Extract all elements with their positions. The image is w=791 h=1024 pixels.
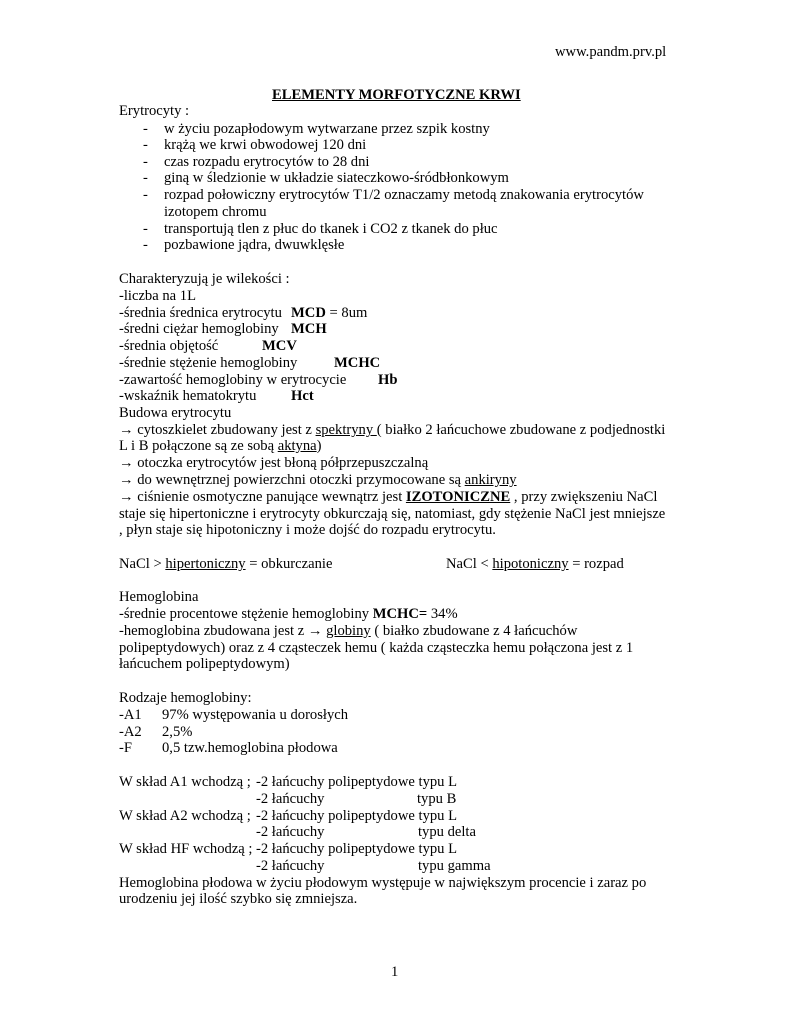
header-url: www.pandm.prv.pl xyxy=(555,44,667,60)
structure-line-4: → do wewnętrznej powierzchni otoczki przymocowane są ankiryny xyxy=(119,472,517,488)
composition-a1: W skład A1 wchodzą ; xyxy=(119,774,251,790)
composition-type: typu delta xyxy=(418,824,476,840)
hemoglobin-heading: Hemoglobina xyxy=(119,589,199,605)
type-desc: 0,5 tzw.hemoglobina płodowa xyxy=(162,740,338,756)
structure-line-7: , płyn staje się hipotoniczny i może dojść do rozpadu erytrocytu. xyxy=(119,522,496,538)
page-number: 1 xyxy=(391,964,399,980)
arrow-icon: → xyxy=(119,455,134,471)
structure-line-1: → cytoszkielet zbudowany jest z spektryny ( białko 2 łańcuchowe zbudowane z podjednostki xyxy=(119,422,666,438)
hemoglobin-line-2: -hemoglobina zbudowana jest z → globiny ( białko zbudowane z 4 łańcuchów xyxy=(119,623,578,639)
structure-heading: Budowa erytrocytu xyxy=(119,405,232,421)
erythrocytes-heading: Erytrocyty : xyxy=(119,103,190,119)
composition-a2: W skład A2 wchodzą ; xyxy=(119,808,251,824)
type-desc: 97% występowania u dorosłych xyxy=(162,707,349,723)
types-heading: Rodzaje hemoglobiny: xyxy=(119,690,252,706)
structure-line-3: → otoczka erytrocytów jest błoną półprzepuszczalną xyxy=(119,455,429,471)
param-mch-abbr: MCH xyxy=(291,321,327,337)
arrow-icon: → xyxy=(307,623,323,639)
composition-type: typu B xyxy=(417,791,457,807)
composition-chain: -2 łańcuchy xyxy=(256,791,325,807)
param-mchc-label: -średnie stężenie hemoglobiny xyxy=(119,355,298,371)
composition-chain-pp: -2 łańcuchy polipeptydowe typu L xyxy=(256,774,458,790)
param-hct-label: -wskaźnik hematokrytu xyxy=(119,388,257,404)
fetal-line-2: urodzeniu jej ilość szybko się zmniejsza. xyxy=(119,891,358,907)
hemoglobin-mchc: -średnie procentowe stężenie hemoglobiny MCHC= 34% xyxy=(119,606,458,622)
composition-chain: -2 łańcuchy xyxy=(256,858,325,874)
fetal-line-1: Hemoglobina płodowa w życiu płodowym występuje w największym procencie i zaraz po xyxy=(119,875,647,891)
nacl-hypotonic: NaCl < hipotoniczny = rozpad xyxy=(446,556,624,572)
arrow-icon: → xyxy=(119,489,134,505)
page-title: ELEMENTY MORFOTYCZNE KRWI xyxy=(272,87,521,103)
param-hb-abbr: Hb xyxy=(378,372,398,388)
param-hct-abbr: Hct xyxy=(291,388,314,404)
param-mchc-abbr: MCHC xyxy=(334,355,381,371)
parameters-heading: Charakteryzują je wilekości : xyxy=(119,271,290,287)
param-count: -liczba na 1L xyxy=(119,288,196,304)
hemoglobin-line-3: polipeptydowych) oraz z 4 cząsteczek hemu ( każda cząsteczka hemu połączona jest z 1 xyxy=(119,640,634,656)
composition-chain-pp: -2 łańcuchy polipeptydowe typu L xyxy=(256,808,458,824)
structure-line-6: staje się hipertoniczne i erytrocyty obkurczają się, natomiast, gdy stężenie NaCl jest mniejsze xyxy=(119,506,666,522)
param-hb-label: -zawartość hemoglobiny w erytrocycie xyxy=(119,372,347,388)
structure-line-2: L i B połączone są ze sobą aktyna) xyxy=(119,438,322,454)
param-mch-label: -średni ciężar hemoglobiny xyxy=(119,321,279,337)
type-code: -A1 xyxy=(119,707,142,723)
hemoglobin-line-4: łańcuchem polipeptydowym) xyxy=(119,656,290,672)
arrow-icon: → xyxy=(119,472,134,488)
nacl-hypertonic: NaCl > hipertoniczny = obkurczanie xyxy=(119,556,333,572)
param-mcv-label: -średnia objętość xyxy=(119,338,219,354)
type-desc: 2,5% xyxy=(162,724,193,740)
composition-type: typu gamma xyxy=(418,858,491,874)
composition-hf: W skład HF wchodzą ; xyxy=(119,841,253,857)
type-code: -A2 xyxy=(119,724,142,740)
param-mcv-abbr: MCV xyxy=(262,338,297,354)
composition-chain: -2 łańcuchy xyxy=(256,824,325,840)
type-code: -F xyxy=(119,740,132,756)
param-mcd: MCD = 8um xyxy=(291,305,368,321)
arrow-icon: → xyxy=(119,422,134,438)
structure-line-5: → ciśnienie osmotyczne panujące wewnątrz jest IZOTONICZNE , przy zwiększeniu NaCl xyxy=(119,489,658,505)
composition-chain-pp: -2 łańcuchy polipeptydowe typu L xyxy=(256,841,458,857)
param-mcd-label: -średnia średnica erytrocytu xyxy=(119,305,282,321)
